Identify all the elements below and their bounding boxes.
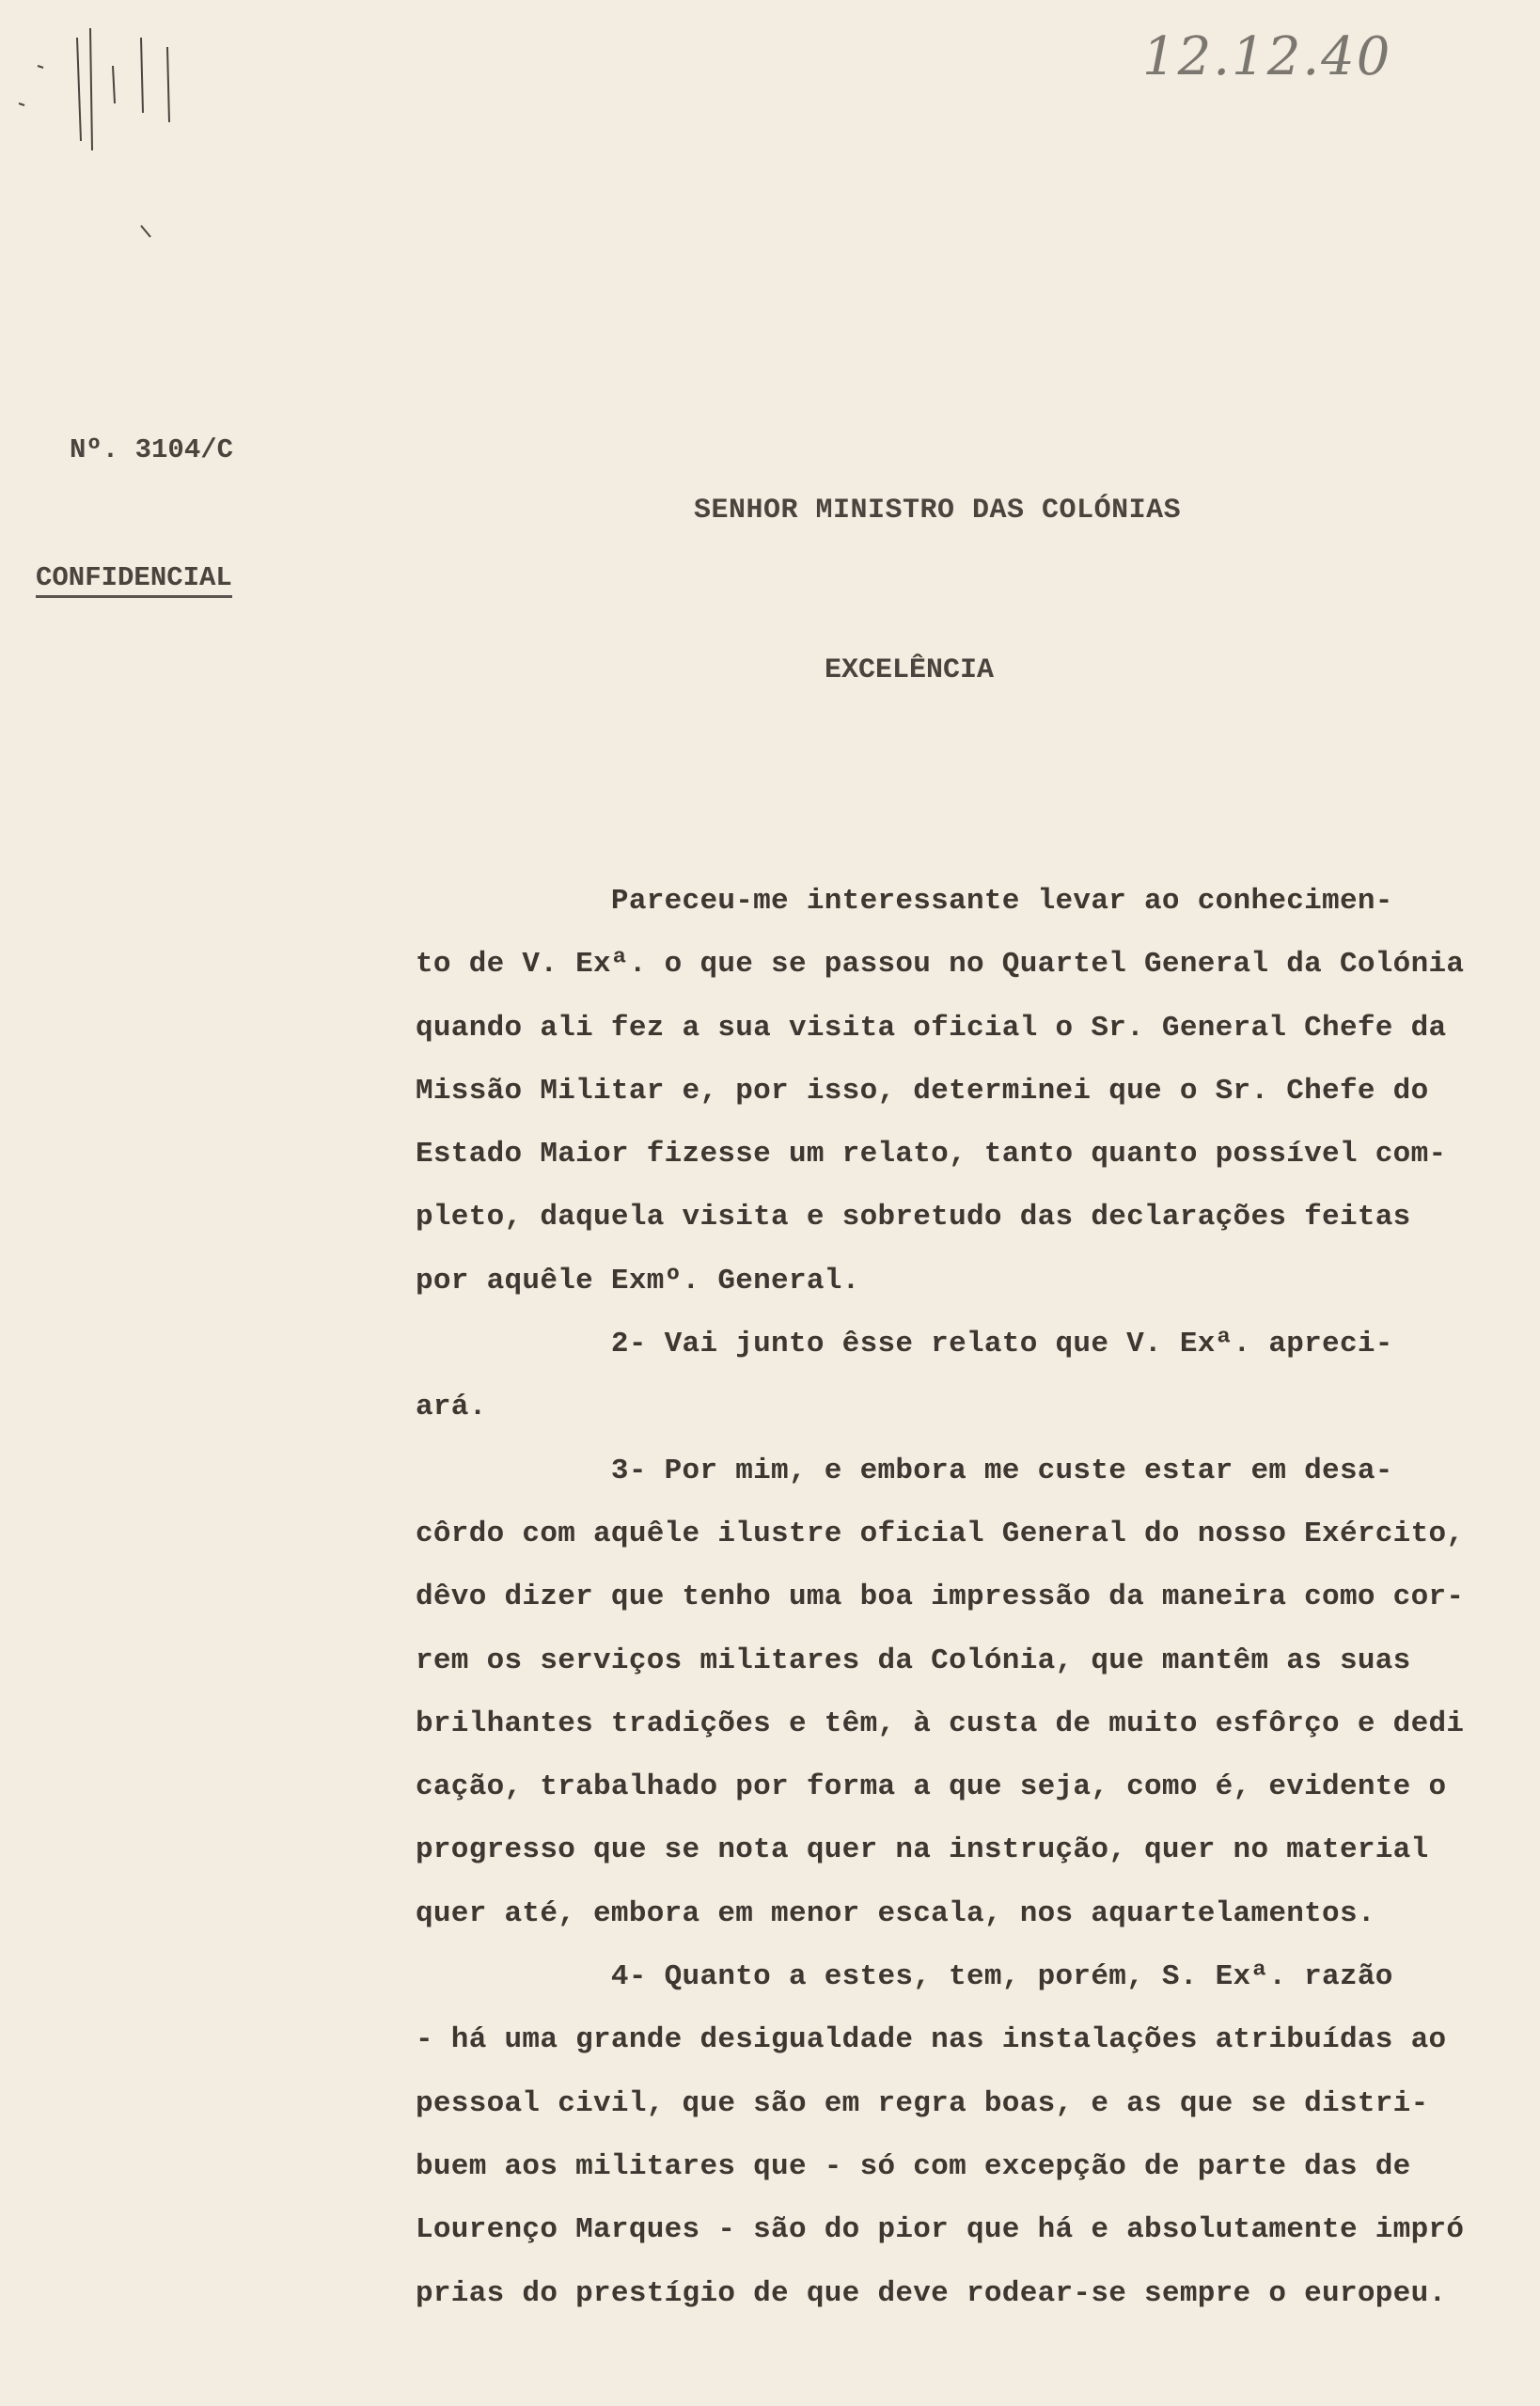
body-line: por aquêle Exmº. General. xyxy=(416,1264,860,1297)
reference-number: Nº. 3104/C xyxy=(70,434,234,465)
body-line: Lourenço Marques - são do pior que há e absolutamente impró xyxy=(416,2213,1465,2247)
body-line: prias do prestígio de que deve rodear-se sempre o europeu. xyxy=(416,2276,1447,2310)
body-line: 2- Vai junto êsse relato que V. Exª. apreci- xyxy=(416,1328,1393,1361)
body-line: Pareceu-me interessante levar ao conhecimen- xyxy=(416,885,1393,918)
body-line: quer até, embora em menor escala, nos aquartelamentos. xyxy=(416,1896,1375,1930)
body-line: pessoal civil, que são em regra boas, e as que se distri- xyxy=(416,2086,1429,2120)
body-line: - há uma grande desigualdade nas instalações atribuídas ao xyxy=(416,2023,1447,2057)
body-line: Estado Maior fizesse um relato, tanto quanto possível com- xyxy=(416,1138,1447,1172)
salutation: EXCELÊNCIA xyxy=(825,654,995,686)
body-line: buem aos militares que - só com excepção de parte das de xyxy=(416,2149,1411,2183)
body-line: 4- Quanto a estes, tem, porém, S. Exª. razão xyxy=(416,1960,1393,1994)
body-line: côrdo com aquêle ilustre oficial General do nosso Exército, xyxy=(416,1517,1465,1550)
body-line: dêvo dizer que tenho uma boa impressão da maneira como cor- xyxy=(416,1580,1465,1614)
body-line: progresso que se nota quer na instrução, quer no material xyxy=(416,1833,1429,1867)
body-line: to de V. Exª. o que se passou no Quartel General da Colónia xyxy=(416,948,1465,982)
body-line: pleto, daquela visita e sobretudo das declarações feitas xyxy=(416,1201,1411,1234)
body-line: 3- Por mim, e embora me custe estar em desa- xyxy=(416,1454,1393,1487)
handwritten-date: 12.12.40 xyxy=(1142,26,1392,87)
body-line: rem os serviços militares da Colónia, que mantêm as suas xyxy=(416,1643,1411,1677)
letter-body xyxy=(416,870,1530,2325)
classification-label: CONFIDENCIAL xyxy=(36,562,232,598)
body-line: ará. xyxy=(416,1391,487,1424)
body-line: cação, trabalhado por forma a que seja, como é, evidente o xyxy=(416,1770,1447,1804)
body-line: Missão Militar e, por isso, determinei que o Sr. Chefe do xyxy=(416,1074,1429,1108)
body-line: quando ali fez a sua visita oficial o Sr. General Chefe da xyxy=(416,1011,1447,1045)
ink-marks xyxy=(0,0,244,244)
body-line: brilhantes tradições e têm, à custa de muito esfôrço e dedi xyxy=(416,1706,1465,1740)
addressee: SENHOR MINISTRO DAS COLÓNIAS xyxy=(694,495,1182,527)
